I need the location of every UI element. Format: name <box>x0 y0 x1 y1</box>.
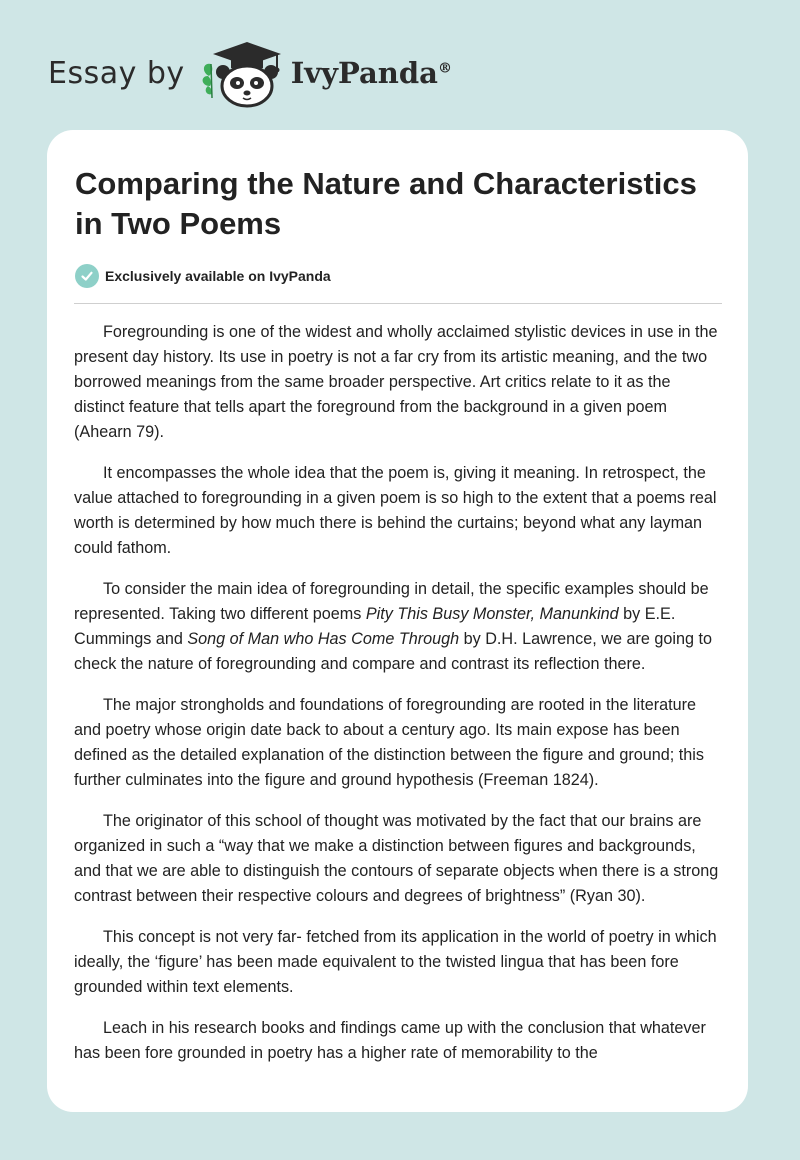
paragraph-text: Foregrounding is one of the widest and wholly acclaimed stylistic devices in use in the present day history. Its use in poetry is not a far cry from its artistic meaning, and the two borrowed meanings from the same broader perspective. Art critics relate to it as the distinct feature that tells apart the foreground from the background in a given poem (Ahearn 79). <box>74 323 718 441</box>
essay-by-label: Essay by <box>48 55 185 91</box>
page-title: Comparing the Nature and Characteristics in Two Poems <box>75 166 697 241</box>
paragraph-text: by D.H. Lawrence, we are going to check the nature of foregrounding and compare and contrast its reflection there. <box>74 630 712 673</box>
essay-body <box>74 320 722 1082</box>
check-icon <box>75 264 99 288</box>
poem-title: Song of Man who Has Come Through <box>187 630 460 648</box>
paragraph-text: This concept is not very far- fetched from its application in the world of poetry in which ideally, the ‘figure’ has been made equivalent to the twisted lingua that has been fore grounded within text elements. <box>74 928 717 996</box>
availability-badge <box>75 264 331 288</box>
brand-name[interactable]: IvyPanda® <box>290 56 452 90</box>
paragraph <box>74 461 722 561</box>
paragraph-text: Leach in his research books and findings came up with the conclusion that whatever has been fore grounded in poetry has a higher rate of memorability to the <box>74 1019 706 1062</box>
paragraph-text: The originator of this school of thought was motivated by the fact that our brains are organized in such a “way that we make a distinction between figures and backgrounds, and that we are able to distinguish the contours of separate objects when there is a strong contrast between their respective colours and degrees of brightness” (Ryan 30). <box>74 812 719 905</box>
registered-mark: ® <box>437 60 452 77</box>
availability-text: Exclusively available on IvyPanda <box>105 268 331 284</box>
essay-card <box>47 130 748 1112</box>
panda-logo-icon <box>199 38 285 108</box>
paragraph <box>74 809 722 909</box>
paragraph <box>74 925 722 1000</box>
paragraph <box>74 1016 722 1066</box>
site-header <box>48 38 452 108</box>
paragraph <box>74 693 722 793</box>
paragraph-text: To consider the main idea of foregrounding in detail, the specific examples should be represented. Taking two different poems <box>74 580 709 623</box>
paragraph-text: It encompasses the whole idea that the poem is, giving it meaning. In retrospect, the value attached to foregrounding in a given poem is so high to the extent that a poems real worth is determined by how much there is behind the curtains; beyond what any layman could fathom. <box>74 464 717 557</box>
paragraph <box>74 577 722 677</box>
paragraph-text: The major strongholds and foundations of foregrounding are rooted in the literature and poetry whose origin date back to about a century ago. Its main expose has been defined as the detailed explanation of the distinction between the figure and ground; this further culminates into the figure and ground hypothesis (Freeman 1824). <box>74 696 704 789</box>
divider <box>74 303 722 304</box>
poem-title: Pity This Busy Monster, Manunkind <box>365 605 619 623</box>
paragraph-text: by E.E. Cummings and <box>74 605 676 648</box>
paragraph <box>74 320 722 445</box>
